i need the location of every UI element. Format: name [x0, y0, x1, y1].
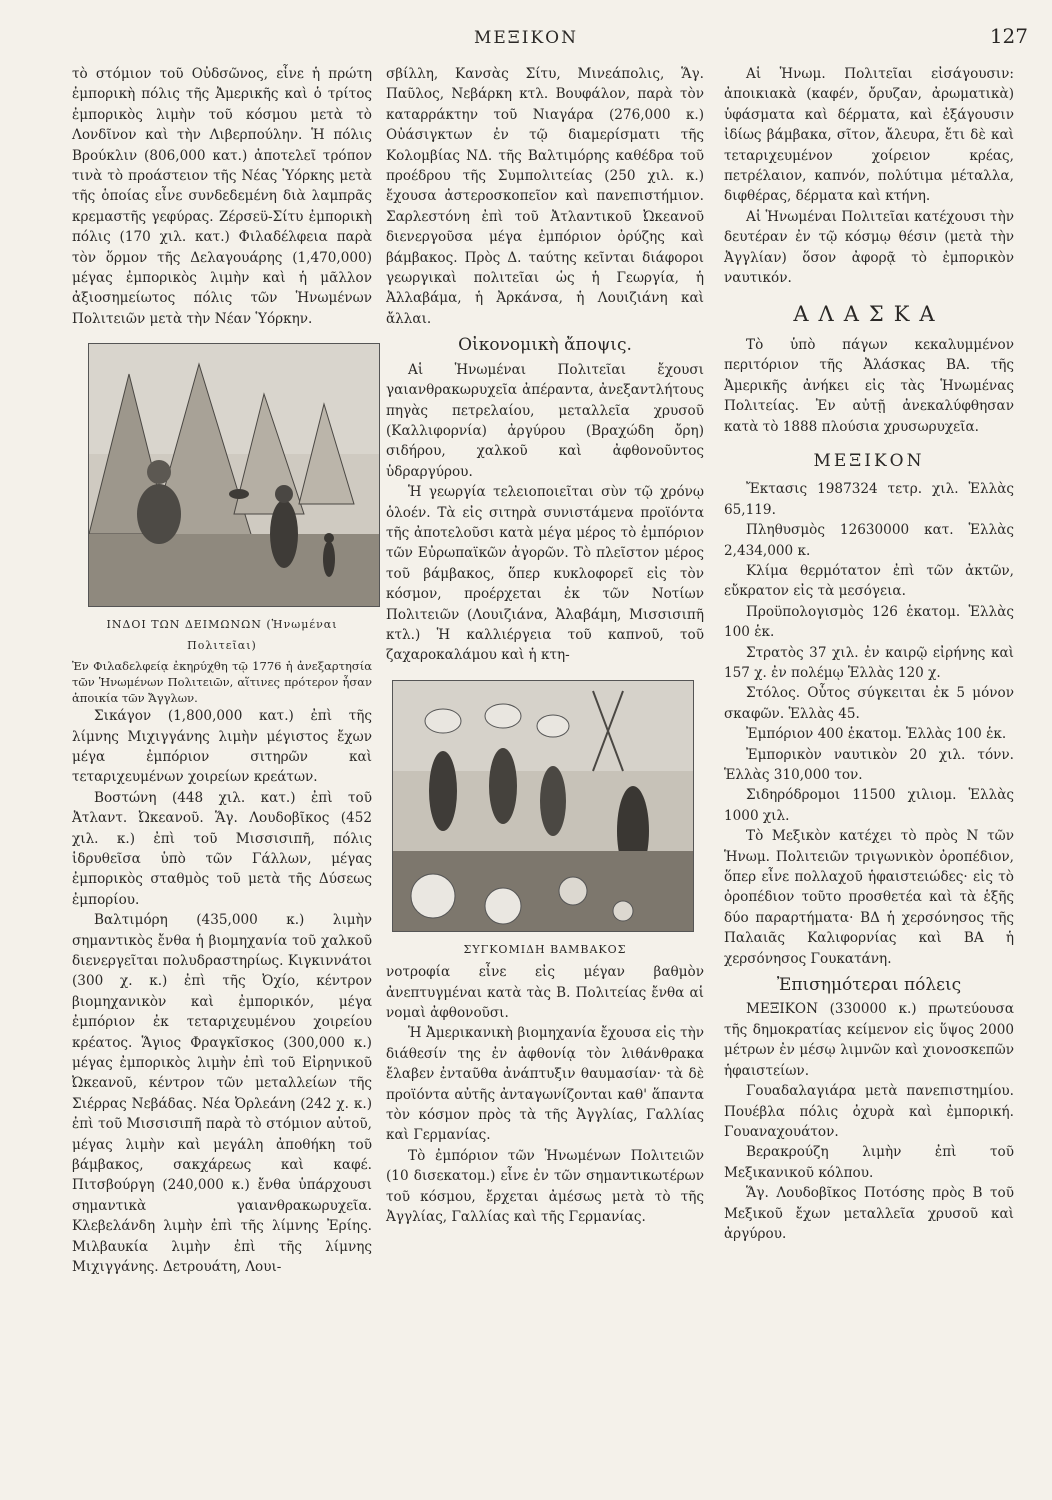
stat-line: Στόλος. Οὗτος σύγκειται ἐκ 5 μόνον σκαφῶν. Ἑλλὰς 45. [724, 685, 1014, 722]
stat-line: Ἔκτασις 1987324 τετρ. χιλ. Ἑλλὰς 65,119. [724, 481, 1014, 518]
paragraph: Τὸ Μεξικὸν κατέχει τὸ πρὸς Ν τῶν Ἡνωμ. Πολιτειῶν τριγωνικὸν ὀροπέδιον, ὅπερ εἶνε πολλαχοῦ ἡφαιστειώδες· εἰς τὸ ὀροπέδιον τοῦτο προσθετέα καὶ τὰ ἑξῆς δύο παραρτήματα· ΒΔ ἡ χερσόνησος τῆς Παλαιᾶς Καλιφορνίας καὶ ΒΑ ἡ χερσόνησος Γουκατάνη. [724, 828, 1014, 967]
stat-line: Ἐμπόριον 400 ἑκατομ. Ἑλλὰς 100 ἑκ. [746, 726, 1007, 743]
paragraph: Βαλτιμόρη (435,000 κ.) λιμὴν σημαντικὸς ἔνθα ἡ βιομηχανία τοῦ χαλκοῦ διενεργεῖται πολυδραστηρίως. Κιγκιννάτοι (300 χ. κ.) ἐπὶ τῆς Ὀχίο, κέντρον βιομηχανικὸν καὶ ἐμπορικόν, μέγα ἐμπόριον ἐκ τεταριχευμένου χοιρείου κρέατος. Ἅγιος Φραγκῖσκος (300,000 κ.) μέγας ἐμπορικὸς λιμὴν ἐπὶ τοῦ Εἰρηνικοῦ Ὠκεανοῦ, κέντρον τῶν μεταλλείων τῆς Σιέρρας Νεβάδας. Νέα Ὀρλεάνη (242 χ. κ.) ἐπὶ τοῦ Μισσισιπῆ παρὰ τὸ στόμιον αὐτοῦ, μέγας λιμὴν καὶ μεγάλη ἀποθήκη τοῦ βάμβακος, σακχάρεως καὶ καφέ. Πιτσβούργη (240,000 κ.) ἔνθα ὑπάρχουσι σημαντικὰ γαιανθρακωρυχεῖα. Κλεβελάνδη λιμὴν ἐπὶ τῆς λίμνης Ἐρίης. Μιλβαυκία λιμὴν ἐπὶ τῆς λίμνης Μιχιγγάνης. Δετρουάτη, Λουι- [72, 912, 372, 1276]
page-header [0, 24, 1052, 56]
paragraph: Ἅγ. Λουδοβῖκος Ποτόσης πρὸς Β τοῦ Μεξικοῦ ἔχων μεταλλεῖα χρυσοῦ καὶ ἀργύρου. [724, 1185, 1014, 1242]
page-number: 127 [989, 24, 1028, 48]
paragraph: τὸ στόμιον τοῦ Οὐδσῶνος, εἶνε ἡ πρώτη ἐμπορικὴ πόλις τῆς Ἀμερικῆς καὶ ὁ τρίτος ἐμπορικὸς λιμὴν τοῦ κόσμου μετὰ τὸ Λονδῖνον καὶ τὴν Λιβερπούλην. Ἡ πόλις Βρούκλιν (806,000 κατ.) ἀποτελεῖ τρόπον τινὰ τὸ προάστειον τῆς Νέας Ὑόρκης μετὰ τῆς ὁποίας εἶνε συνδεδεμένη διὰ λαμπρᾶς κρεμαστῆς γεφύρας. Ζέρσεϋ-Σίτυ ἐμπορικὴ πόλις (170 χιλ. κατ.) Φιλαδέλφεια παρὰ τὸν ὅρμον τῆς Δελαγουάρης (1,470,000) μέγας ἐμπορικὸς λιμὴν καὶ ἡ μᾶλλον ἀξιοσημείωτος πόλις τῶν Ἡνωμένων Πολιτειῶν μετὰ τὴν Νέαν Ὑόρκην. [72, 66, 372, 327]
paragraph: Σικάγον (1,800,000 κατ.) ἐπὶ τῆς λίμνης Μιχιγγάνης λιμὴν μέγιστος ἔχων μέγα ἐμπόριον σιτηρῶν καὶ τεταριχευμένων χοιρείων κρεάτων. [72, 708, 372, 786]
paragraph: Αἱ Ἡνωμέναι Πολιτεῖαι ἔχουσι γαιανθρακωρυχεῖα ἀπέραντα, ἀνεξαντλήτους πηγὰς πετρελαίου, μεταλλεῖα χρυσοῦ (Καλλιφορνία) ἀργύρου (Βραχώδη ὄρη) σιδήρου, χαλκοῦ καὶ ἀφθονοῦντος ὑδραργύρου. [386, 361, 704, 480]
paragraph: Βοστώνη (448 χιλ. κατ.) ἐπὶ τοῦ Ἀτλαντ. Ὠκεανοῦ. Ἅγ. Λουδοβῖκος (452 χιλ. κ.) ἐπὶ τοῦ Μισσισιπῆ, πόλις ἱδρυθεῖσα ὑπὸ τῶν Γάλλων, μέγας ἐμπορικὸς σταθμὸς τοῦ μετὰ τῆς Δύσεως ἐμπορίου. [72, 789, 372, 908]
paragraph: νοτροφία εἶνε εἰς μέγαν βαθμὸν ἀνεπτυγμέναι κατὰ τὰς Β. Πολιτείας ἔνθα αἱ νομαὶ ἀφθονοῦσι. [386, 964, 704, 1021]
column-right [724, 64, 1014, 1244]
paragraph: Γουαδαλαγιάρα μετὰ πανεπιστημίου. Πουέβλα πόλις ὀχυρὰ καὶ ἐμπορική. Γουαναχουάτον. [724, 1083, 1014, 1140]
stat-line: Κλίμα θερμότατον ἐπὶ τῶν ἀκτῶν, εὔκρατον εἰς τὰ μεσόγεια. [724, 562, 1014, 600]
column-left [72, 64, 372, 1277]
paragraph: Τὸ ἐμπόριον τῶν Ἡνωμένων Πολιτειῶν (10 δισεκατομ.) εἶνε ἐν τῶν σημαντικωτέρων τοῦ κόσμου, ἔρχεται ἀμέσως μετὰ τὸ τῆς Ἀγγλίας, Γαλλίας καὶ τῆς Γερμανίας. [386, 1147, 704, 1226]
tepee-camp-image [89, 344, 379, 606]
alaska-heading: ΑΛΑΣΚΑ [793, 302, 945, 327]
figure-indians-illustration [88, 343, 380, 607]
mexico-heading: ΜΕΞΙΚΟΝ [813, 450, 925, 471]
paragraph: Ἐν Φιλαδελφείᾳ ἐκηρύχθη τῷ 1776 ἡ ἀνεξαρτησία τῶν Ἡνωμένων Πολιτειῶν, αἵτινες πρότερον ἦσαν ἀποικία τῶν Ἄγγλων. [72, 659, 372, 706]
paragraph: σβίλλη, Κανσὰς Σίτυ, Μινεάπολις, Ἅγ. Παῦλος, Νεβάρκη κτλ. Βουφάλον, παρὰ τὸν καταρράκτην τοῦ Νιαγάρα (276,000 κ.) Οὐάσιγκτων ἐν τῷ διαμερίσματι τῆς Κολομβίας ΝΔ. τῆς Βαλτιμόρης καθέδρα τοῦ προέδρου τῆς Συμπολιτείας (250 χιλ. κ.) ἔχουσα ἀστεροσκοπεῖον καὶ πανεπιστήμιον. Σαρλεστόνη ἐπὶ τοῦ Ἀτλαντικοῦ Ὠκεανοῦ διενεργοῦσα μέγα ἐμπόριον ὀρύζης καὶ βάμβακος. Πρὸς Δ. ταύτης κεῖνται διάφοροι γεωργικαὶ πολιτεῖαι ὡς ἡ Γεωργία, ἡ Ἀλλαβάμα, ἡ Ἀρκάνσα, ἡ Λουιζιάνη καὶ ἄλλαι. [386, 66, 704, 327]
paragraph: Βερακρούζη λιμὴν ἐπὶ τοῦ Μεξικανικοῦ κόλπου. [724, 1144, 1014, 1181]
paragraph: Ἡ Ἀμερικανικὴ βιομηχανία ἔχουσα εἰς τὴν διάθεσίν της ἐν ἀφθονίᾳ τὸν λιθάνθρακα ἔλαβεν ἐνταῦθα ἀνάπτυξιν θαυμασίαν· τὰ δὲ προϊόντα αὐτῆς ἀνταγωνίζονται καθ' ἅπαντα τὸν κόσμον πρὸς τὰ τῆς Ἀγγλίας, Γαλλίας καὶ Γερμανίας. [386, 1025, 704, 1144]
cotton-harvest-image [393, 681, 693, 931]
section-heading: Οἰκονομικὴ ἄποψις. [458, 335, 632, 356]
figure-caption: ΙΝΔΟΙ ΤΩΝ ΔΕΙΜΩΝΩΝ (Ἡνωμέναι Πολιτεῖαι) [106, 618, 338, 652]
running-title: ΜΕΞΙΚΟΝ [473, 28, 578, 48]
stat-line: Στρατὸς 37 χιλ. ἐν καιρῷ εἰρήνης καὶ 157 χ. ἐν πολέμῳ Ἑλλὰς 120 χ. [724, 644, 1014, 681]
stat-line: Ἐμπορικὸν ναυτικὸν 20 χιλ. τόνν. Ἑλλὰς 310,000 τον. [724, 746, 1014, 783]
paragraph: Ἡ γεωργία τελειοποιεῖται σὺν τῷ χρόνῳ ὁλοέν. Τὰ εἰς σιτηρὰ συνιστάμενα προϊόντα τῆς ἀποτελοῦσι κατὰ μέγα μέρος τὸ ἐμπόριον τῶν Εὐρωπαϊκῶν ἀγορῶν. Τὸ πλεῖστον μέρος τοῦ βάμβακος, ὅπερ κυκλοφορεῖ εἰς τὸν κόσμον, προέρχεται ἐκ τῶν Νοτίων Πολιτειῶν (Λουιζιάνα, Ἀλαβάμη, Μισσισιπῆ κτλ.) Ἡ καλλιέργεια τοῦ καπνοῦ, τοῦ ζαχαροκαλάμου καὶ ἡ κτη- [386, 484, 704, 664]
paragraph: Τὸ ὑπὸ πάγων κεκαλυμμένον περιτόριον τῆς Ἀλάσκας ΒΑ. τῆς Ἀμερικῆς ἀνήκει εἰς τὰς Ἡνωμένας Πολιτείας. Ἐν αὐτῇ ἀνεκαλύφθησαν κατὰ τὸ 1888 πλούσια χρυσωρυχεῖα. [724, 336, 1014, 435]
stat-line: Προϋπολογισμὸς 126 ἑκατομ. Ἑλλὰς 100 ἑκ. [724, 603, 1014, 641]
stat-line: Σιδηρόδρομοι 11500 χιλιομ. Ἑλλὰς 1000 χιλ. [724, 787, 1014, 824]
stat-line: Πληθυσμὸς 12630000 κατ. Ἑλλὰς 2,434,000 κ. [724, 522, 1014, 559]
figure-cotton-harvest-illustration [392, 680, 694, 932]
paragraph: Αἱ Ἡνωμέναι Πολιτεῖαι κατέχουσι τὴν δευτέραν ἐν τῷ κόσμῳ θέσιν (μετὰ τὴν Ἀγγλίαν) ὅσον ἀφορᾷ τὸ ἐμπορικὸν ναυτικόν. [724, 208, 1014, 287]
paragraph: ΜΕΞΙΚΟΝ (330000 κ.) πρωτεύουσα τῆς δημοκρατίας κείμενον εἰς ὕψος 2000 μέτρων ἐν μέσῳ λιμνῶν καὶ χιονοσκεπῶν ἡφαιστείων. [724, 1001, 1014, 1079]
paragraph: Αἱ Ἡνωμ. Πολιτεῖαι εἰσάγουσιν: ἀποικιακὰ (καφέν, ὄρυζαν, ἀρωματικὰ) ὑφάσματα καὶ δέρματα, καὶ ἐξάγουσιν ἰδίως βάμβακα, σῖτον, ἄλευρα, ἔτι δὲ καὶ τεταριχευμένον χοίρειον κρέας, πετρέλαιον, καπνόν, πολύτιμα μέταλλα, διφθέρας, δέρματα καὶ κτήνη. [724, 66, 1014, 205]
column-middle [386, 64, 704, 1227]
figure-caption: ΣΥΓΚΟΜΙΔΗ ΒΑΜΒΑΚΟΣ [463, 942, 627, 956]
cities-heading: Ἐπισημότεραι πόλεις [776, 975, 962, 996]
